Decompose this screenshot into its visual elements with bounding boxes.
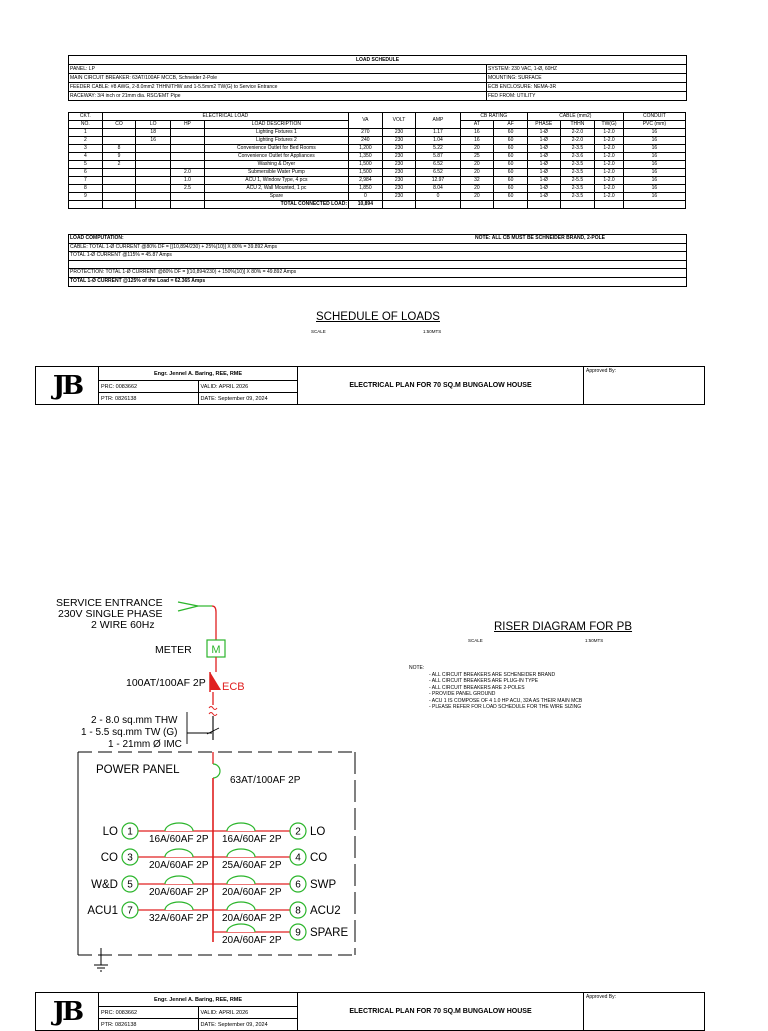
engineer-info: Engr. Jennel A. Baring, REE, RME PRC: 0083662 VALID: APRIL 2026 PTR: 0826138 DATE: September 09, 2024 xyxy=(99,367,298,404)
table-row: 4 9 Convenience Outlet for Appliances 1,350 230 5.87 25 60 1-Ø 2-3.6 1-2.0 16 xyxy=(69,153,686,161)
breaker-symbol xyxy=(227,823,255,831)
computation-header: LOAD COMPUTATION: NOTE: ALL CB MUST BE SCHNEIDER BRAND, 2-POLE xyxy=(69,235,686,244)
circuit-number: 7 xyxy=(127,905,133,917)
power-panel-label: POWER PANEL xyxy=(96,764,180,776)
info-row: FEEDER CABLE: #8 AWG, 2-8.0mm2 THHN/THW and 1-5.5mm2 TW(G) to Service Entrance ECB ENCLOSURE: NEMA-3R xyxy=(69,83,686,92)
circuit-label: SWP xyxy=(310,879,337,891)
breaker-symbol xyxy=(227,902,255,910)
table-row: 7 1.0 ACU 1, Window Type, 4 pcs 2,984 230 12.97 32 60 1-Ø 2-5.5 1-2.0 16 xyxy=(69,177,686,185)
riser-title: RISER DIAGRAM FOR PB xyxy=(494,621,633,633)
scale-value: 1:50MTS xyxy=(423,329,442,334)
circuit-label: LO xyxy=(102,826,118,838)
circuit-label: ACU1 xyxy=(87,905,118,917)
circuit-label: ACU2 xyxy=(310,905,341,917)
scale-label: SCALE xyxy=(311,329,326,334)
breaker-symbol xyxy=(227,924,255,932)
main-breaker-rating: 63AT/100AF 2P xyxy=(230,775,301,786)
riser-scale-value: 1:50MTS xyxy=(585,638,604,643)
service-entrance-label: SERVICE ENTRANCE xyxy=(56,597,163,609)
service-entrance-label: 2 WIRE 60Hz xyxy=(91,619,155,631)
drawing-title: ELECTRICAL PLAN FOR 70 SQ.M BUNGALOW HOUSE xyxy=(298,993,584,1030)
main-breaker-symbol xyxy=(213,764,220,778)
riser-notes: NOTE: - ALL CIRCUIT BREAKERS ARE SCHENEIDER BRAND - ALL CIRCUIT BREAKERS ARE PLUG-IN TYPE - ALL CIRCUIT BREAKERS ARE 2-POLES - PROVIDE PANEL GROUND - ACU 1 IS COMPOSE OF 4 1.0 HP ACU, 32A AS THEIR MAIN MCB - PLEASE REFER FOR LOAD SCHEDULE FOR THE WIRE SIZING xyxy=(409,665,583,710)
breaker-rating: 25A/60AF 2P xyxy=(222,860,282,871)
svg-text:M: M xyxy=(211,644,221,656)
circuit-number: 1 xyxy=(127,826,133,838)
drawing-title: ELECTRICAL PLAN FOR 70 SQ.M BUNGALOW HOUSE xyxy=(298,367,584,404)
table-row: 1 18 Lighting Fixtures 1 270 230 1.17 16 60 1-Ø 2-2.0 1-2.0 16 xyxy=(69,129,686,137)
info-row: MAIN CIRCUIT BREAKER: 63AT/100AF MCCB, Schneider 2-Pole MOUNTING: SURFACE xyxy=(69,74,686,83)
circuit-number: 4 xyxy=(295,852,301,864)
circuit-number: 8 xyxy=(295,905,301,917)
jb-logo: JB xyxy=(36,367,99,404)
ground-symbol xyxy=(94,948,108,971)
breaker-symbol xyxy=(165,902,193,910)
breaker-rating: 20A/60AF 2P xyxy=(222,913,282,924)
info-row: PANEL: LP SYSTEM: 230 VAC, 1-Ø, 60HZ xyxy=(69,65,686,74)
circuit-number: 5 xyxy=(127,879,133,891)
total-row: TOTAL CONNECTED LOAD: 10,894 xyxy=(69,201,686,209)
breaker-rating: 20A/60AF 2P xyxy=(149,860,209,871)
engineer-info: Engr. Jennel A. Baring, REE, RME PRC: 0083662 VALID: APRIL 2026 PTR: 0826138 DATE: September 09, 2024 xyxy=(99,993,298,1030)
breaker-rating: 20A/60AF 2P xyxy=(149,887,209,898)
breaker-symbol xyxy=(165,849,193,857)
circuit-label: SPARE xyxy=(310,927,349,939)
ecb-label: ECB xyxy=(222,681,245,693)
riser-scale-label: SCALE xyxy=(468,638,483,643)
computation-line: CABLE: TOTAL 1-Ø CURRENT @80% DF = [(10,894/230) + 25%(10)] X 80% = 39.892 Amps xyxy=(69,244,686,253)
circuit-label: CO xyxy=(310,852,328,864)
load-schedule-title: LOAD SCHEDULE xyxy=(69,56,686,65)
table-header-row: NO. CO LO HP LOAD DESCRIPTION AT AF PHASE THHN TW(G) PVC (mm) xyxy=(69,121,686,129)
breaker-symbol xyxy=(165,823,193,831)
circuit-number: 3 xyxy=(127,852,133,864)
circuit-label: LO xyxy=(310,826,326,838)
circuit-number: 2 xyxy=(295,826,301,838)
feeder-label: 1 - 21mm Ø IMC xyxy=(108,739,182,750)
ecb-rating: 100AT/100AF 2P xyxy=(126,677,206,689)
circuit-label: CO xyxy=(100,852,118,864)
schedule-title: SCHEDULE OF LOADS xyxy=(316,311,440,323)
jb-logo: JB xyxy=(36,993,99,1030)
breaker-symbol xyxy=(227,849,255,857)
computation-line: TOTAL 1-Ø CURRENT @115% = 45.87 Amps xyxy=(69,252,686,261)
table-row: 9 Spare 0 230 0 20 60 1-Ø 2-3.5 1-2.0 16 xyxy=(69,193,686,201)
feeder-label: 1 - 5.5 sq.mm TW (G) xyxy=(81,727,178,738)
breaker-rating: 16A/60AF 2P xyxy=(222,834,282,845)
breaker-symbol xyxy=(165,876,193,884)
title-block-bottom xyxy=(35,992,705,1031)
service-entrance-arrow xyxy=(178,602,212,611)
approved-by: Approved By: xyxy=(586,994,617,1000)
feeder-bracket xyxy=(187,712,212,744)
table-row: 6 2.0 Submersible Water Pump 1,500 230 6.52 20 60 1-Ø 2-3.5 1-2.0 16 xyxy=(69,169,686,177)
circuit-label: W&D xyxy=(91,879,118,891)
computation-line: PROTECTION: TOTAL 1-Ø CURRENT @80% DF = [(10,894/230) + 150%(10)] X 80% = 49.892 Amps xyxy=(69,269,686,278)
table-header-row: CKT. ELECTRICAL LOAD VA VOLT AMP CB RATING CABLE (mm2) CONDUIT xyxy=(69,113,686,121)
breaker-rating: 16A/60AF 2P xyxy=(149,834,209,845)
service-entrance-label: 230V SINGLE PHASE xyxy=(58,608,163,620)
circuit-number: 6 xyxy=(295,879,301,891)
breaker-rating: 20A/60AF 2P xyxy=(222,887,282,898)
approved-by: Approved By: xyxy=(586,368,617,374)
breaker-rating: 32A/60AF 2P xyxy=(149,913,209,924)
table-row: 5 2 Washing & Dryer 1,500 230 6.52 20 60 1-Ø 2-3.5 1-2.0 16 xyxy=(69,161,686,169)
meter-label: METER xyxy=(155,644,192,656)
info-row: RACEWAY: 3/4 inch or 21mm dia. RSC/EMT Pipe FED FROM: UTILITY xyxy=(70,93,536,99)
breaker-rating: 20A/60AF 2P xyxy=(222,935,282,946)
table-row: 3 8 Convenience Outlet for Bed Rooms 1,200 230 5.22 20 60 1-Ø 2-3.5 1-2.0 16 xyxy=(69,145,686,153)
table-row: 2 16 Lighting Fixtures 2 240 230 1.04 16 60 1-Ø 2-2.0 1-2.0 16 xyxy=(69,137,686,145)
feeder-label: 2 - 8.0 sq.mm THW xyxy=(91,715,178,726)
computation-line: TOTAL 1-Ø CURRENT @125% of the Load = 62.365 Amps xyxy=(70,277,206,284)
ecb-symbol xyxy=(210,672,221,692)
breaker-symbol xyxy=(227,876,255,884)
circuit-number: 9 xyxy=(295,927,301,939)
table-row: 8 2.5 ACU 2, Wall Mounted, 1 pc 1,850 230 8.04 20 60 1-Ø 2-3.5 1-2.0 16 xyxy=(69,185,686,193)
